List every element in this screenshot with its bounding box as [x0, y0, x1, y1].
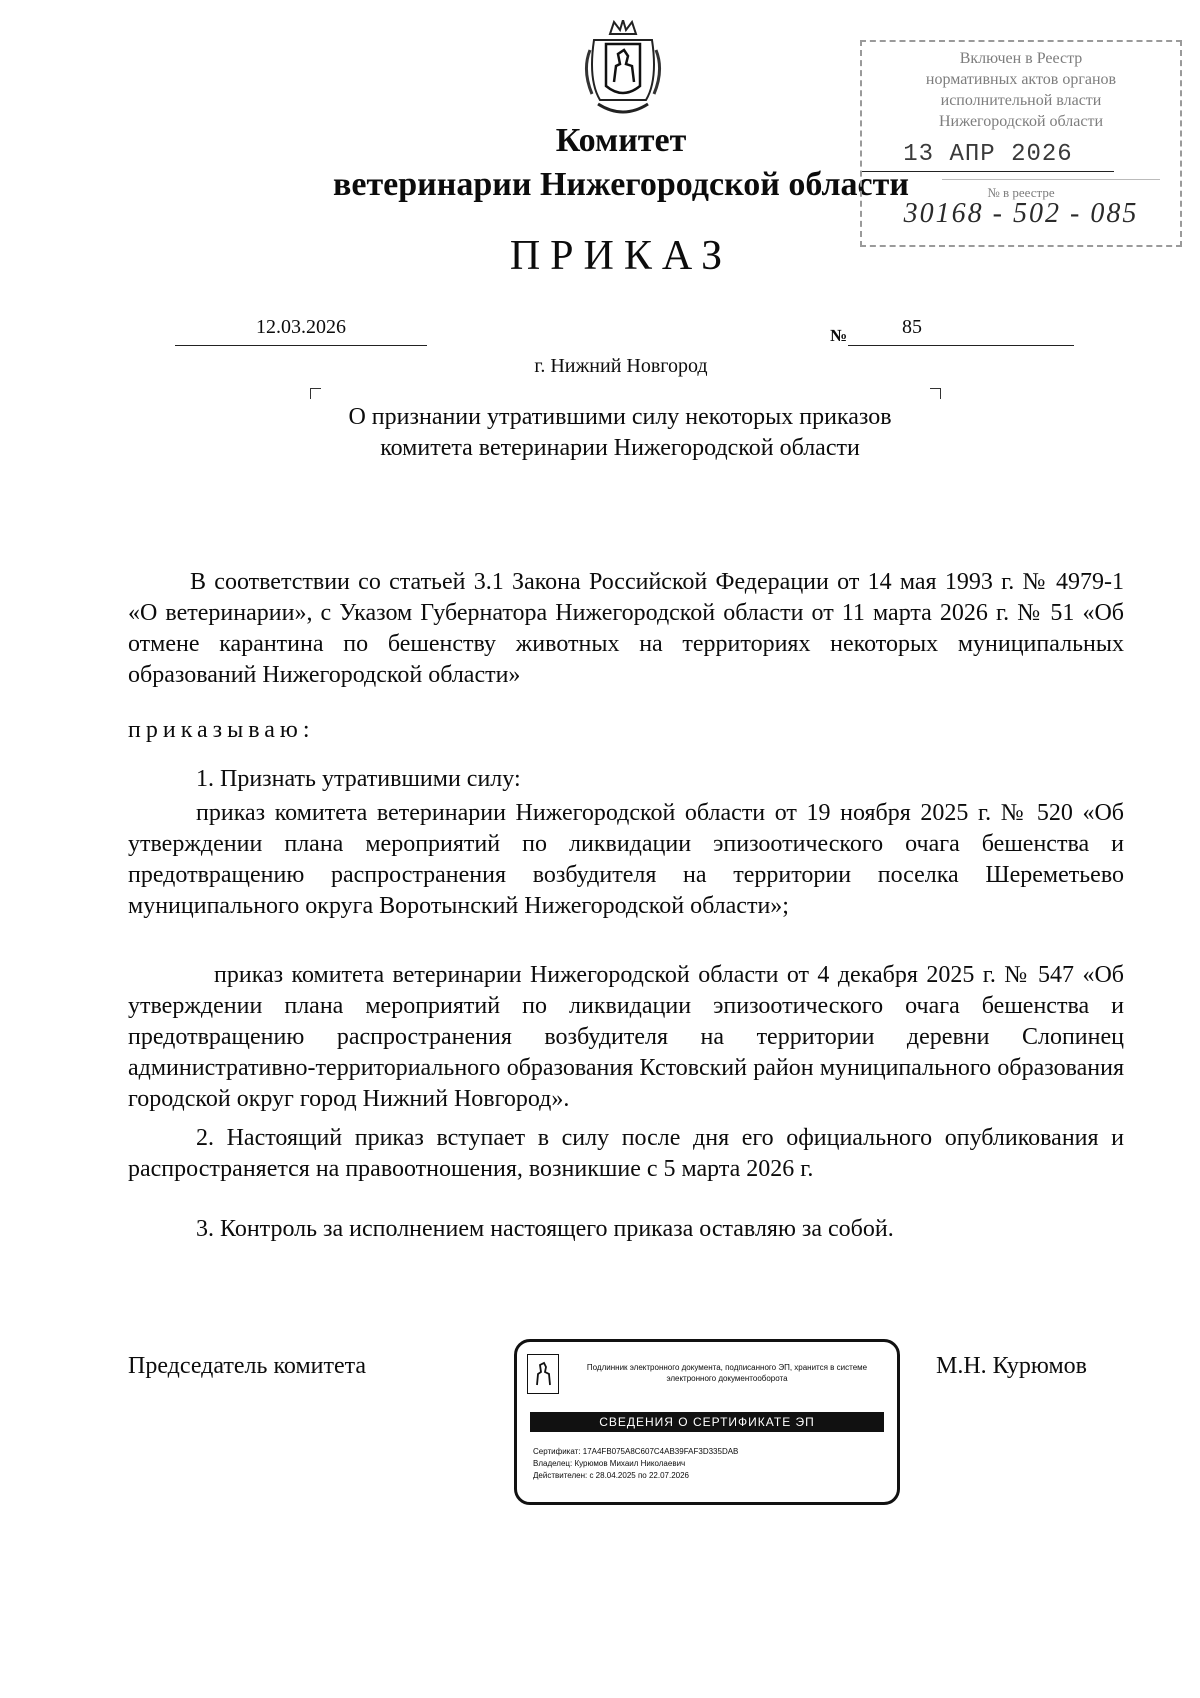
signer-name: М.Н. Курюмов [936, 1353, 1088, 1379]
certificate-header: Подлинник электронного документа, подписанного ЭП, хранится в системе электронного документооборота [586, 1363, 868, 1383]
item-1-order-b: приказ комитета ветеринарии Нижегородской области от 4 декабря 2025 г. № 547 «Об утверждении плана мероприятий по ликвидации эпизоотического очага бешенства и предотвращению распространения возбудителя на территории деревни Слопинец административно-территориального образования Кстовский район муниципального образования городской округ город Нижний Новгород». [128, 962, 1124, 1112]
stamp-date: 13 АПР 2026 [862, 145, 1114, 172]
coat-of-arms-small-icon [527, 1354, 559, 1394]
organization-name-line2: ветеринарии Нижегородской области [333, 166, 909, 203]
subject-bracket-right [930, 388, 941, 399]
certificate-serial: Сертификат: 17A4FB075A8C607C4AB39FAF3D335DAB [533, 1447, 739, 1456]
certificate-validity: Действителен: с 28.04.2025 по 22.07.2026 [533, 1471, 689, 1480]
certificate-title-bar: СВЕДЕНИЯ О СЕРТИФИКАТЕ ЭП [530, 1412, 884, 1432]
document-title: ПРИКАЗ [509, 233, 733, 279]
stamp-registry-number: 30168 - 502 - 085 [903, 198, 1139, 229]
registry-stamp [860, 40, 1182, 247]
item-3-paragraph: 3. Контроль за исполнением настоящего приказа оставляю за собой. [196, 1216, 894, 1242]
stamp-line-1: Включен в Реестр [959, 50, 1083, 67]
stamp-line-4: Нижегородской области [938, 113, 1103, 130]
subject-bracket-left [310, 388, 321, 399]
stamp-line-2: нормативных актов органов [925, 71, 1117, 88]
preamble-paragraph: В соответствии со статьей 3.1 Закона Российской Федерации от 14 мая 1993 г. № 4979-1 «О ветеринарии», с Указом Губернатора Нижегородской области от 11 марта 2026 г. № 51 «Об отмене карантина по бешенству животных на территориях некоторых муниципальных образований Нижегородской области» [128, 569, 1124, 688]
number-label: № [830, 326, 848, 345]
organization-name-line1: Комитет [555, 122, 687, 159]
certificate-owner: Владелец: Курюмов Михаил Николаевич [533, 1459, 686, 1468]
signer-position: Председатель комитета [128, 1353, 367, 1379]
order-word: приказываю: [128, 717, 315, 743]
document-subject: О признании утратившими силу некоторых приказов комитета ветеринарии Нижегородской области [348, 404, 892, 461]
document-city: г. Нижний Новгород [534, 355, 708, 377]
document-date: 12.03.2026 [175, 316, 427, 346]
stamp-divider [942, 179, 1160, 180]
item-2-paragraph: 2. Настоящий приказ вступает в силу после дня его официального опубликования и распространяется на правоотношения, возникшие с 5 марта 2026 г. [128, 1125, 1124, 1182]
item-1-heading: 1. Признать утратившими силу: [196, 766, 521, 792]
document-number: 85 [848, 316, 1074, 346]
e-signature-certificate-block [514, 1339, 900, 1505]
stamp-registry-label: № в реестре [987, 185, 1055, 200]
item-1-order-a: приказ комитета ветеринарии Нижегородской области от 19 ноября 2025 г. № 520 «Об утверждении плана мероприятий по ликвидации эпизоотического очага бешенства и предотвращению распространения возбудителя на территории поселка Шереметьево муниципального округа Воротынский Нижегородской области»; [128, 800, 1124, 919]
stamp-line-3: исполнительной власти [940, 92, 1102, 109]
coat-of-arms-emblem [580, 20, 666, 124]
